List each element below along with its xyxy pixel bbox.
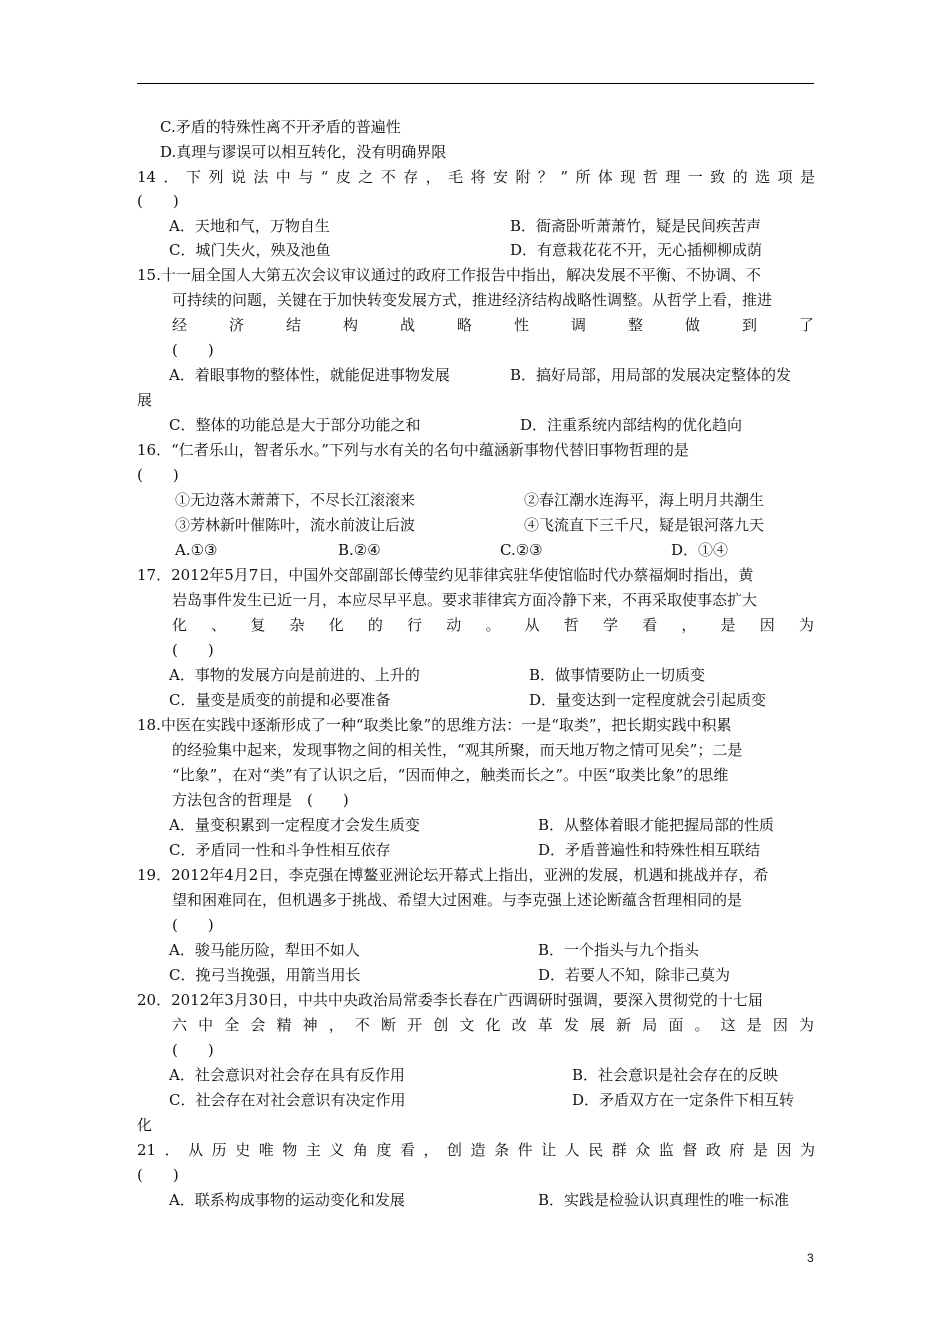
text-line: 化 bbox=[137, 1116, 153, 1134]
text-line: C．量变是质变的前提和必要准备 bbox=[169, 691, 391, 709]
text-line: ( ) bbox=[137, 1166, 179, 1184]
text-line: “比象”，在对“类”有了认识之后，“因而伸之，触类而长之”。中医“取类比象”的思维 bbox=[172, 766, 729, 784]
text-line: 可持续的问题，关键在于加快转变发展方式，推进经济结构战略性调整。从哲学上看，推进 bbox=[172, 291, 773, 309]
text-line: A．联系构成事物的运动变化和发展 bbox=[169, 1191, 405, 1209]
text-line: B．实践是检验认识真理性的唯一标准 bbox=[538, 1191, 790, 1209]
text-line: ( ) bbox=[137, 192, 179, 210]
text-line: 15.十一届全国人大第五次会议审议通过的政府工作报告中指出，解决发展不平衡、不协调、不 bbox=[137, 266, 761, 284]
text-line: C．城门失火，殃及池鱼 bbox=[169, 241, 331, 259]
text-line: ( ) bbox=[172, 641, 214, 659]
text-line: 方法包含的哲理是 ( ) bbox=[172, 791, 349, 809]
text-line: D．矛盾普遍性和特殊性相互联结 bbox=[538, 841, 761, 859]
text-line: 17．2012年5月7日，中国外交部副部长傅莹约见菲律宾驻华使馆临时代办蔡福炯时指出，黄 bbox=[137, 566, 754, 584]
text-line: 20．2012年3月30日，中共中央政治局常委李长春在广西调研时强调，要深入贯彻党的十七届 bbox=[137, 991, 763, 1009]
text-line: B．搞好局部，用局部的发展决定整体的发 bbox=[510, 366, 792, 384]
text-line: D．注重系统内部结构的优化趋向 bbox=[520, 416, 743, 434]
text-line: D．矛盾双方在一定条件下相互转 bbox=[572, 1091, 795, 1109]
text-line: 19．2012年4月2日，李克强在博鳌亚洲论坛开幕式上指出，亚洲的发展，机遇和挑战并存，希 bbox=[137, 866, 769, 884]
text-line: D．量变达到一定程度就会引起质变 bbox=[529, 691, 767, 709]
text-line: 14．下列说法中与“皮之不存，毛将安附？”所体现哲理一致的选项是 bbox=[137, 168, 815, 186]
text-line: C.矛盾的特殊性离不开矛盾的普遍性 bbox=[160, 118, 401, 136]
text-line: B．做事情要防止一切质变 bbox=[529, 666, 706, 684]
text-line: C．整体的功能总是大于部分功能之和 bbox=[169, 416, 421, 434]
text-line: 的经验集中起来，发现事物之间的相关性，“观其所聚，而天地万物之情可见矣”；二是 bbox=[172, 741, 743, 759]
text-line: C．矛盾同一性和斗争性相互依存 bbox=[169, 841, 391, 859]
header-rule bbox=[137, 83, 814, 84]
text-line: D．若要人不知，除非己莫为 bbox=[538, 966, 731, 984]
text-line: B．衙斋卧听萧萧竹，疑是民间疾苦声 bbox=[510, 217, 762, 235]
text-line: A．社会意识对社会存在具有反作用 bbox=[169, 1066, 405, 1084]
text-line: B．社会意识是社会存在的反映 bbox=[572, 1066, 779, 1084]
text-line: 21．从历史唯物主义角度看，创造条件让人民群众监督政府是因为 bbox=[137, 1141, 815, 1159]
text-line: 18.中医在实践中逐渐形成了一种“取类比象”的思维方法：一是“取类”，把长期实践中积累 bbox=[137, 716, 732, 734]
text-line: 望和困难同在，但机遇多于挑战、希望大过困难。与李克强上述论断蕴含哲理相同的是 bbox=[172, 891, 743, 909]
text-line: A．量变积累到一定程度才会发生质变 bbox=[169, 816, 420, 834]
text-line: ( ) bbox=[172, 341, 214, 359]
text-line: A．骏马能历险，犁田不如人 bbox=[169, 941, 360, 959]
text-line: D.真理与谬误可以相互转化，没有明确界限 bbox=[160, 143, 447, 161]
text-line: ( ) bbox=[172, 1041, 214, 1059]
text-line: 经济结构战略性调整做到了 bbox=[172, 316, 814, 334]
text-line: 化、复杂化的行动。从哲学看，是因为 bbox=[172, 616, 814, 634]
page-number: 3 bbox=[807, 1251, 814, 1265]
text-line: A．天地和气，万物自生 bbox=[169, 217, 330, 235]
text-line: C．社会存在对社会意识有决定作用 bbox=[169, 1091, 406, 1109]
text-line: A．事物的发展方向是前进的、上升的 bbox=[169, 666, 420, 684]
text-line: 16．“仁者乐山，智者乐水。”下列与水有关的名句中蕴涵新事物代替旧事物哲理的是 bbox=[137, 441, 689, 459]
text-line: C．挽弓当挽强，用箭当用长 bbox=[169, 966, 361, 984]
text-line: 展 bbox=[137, 391, 153, 409]
text-line: ①无边落木萧萧下，不尽长江滚滚来 bbox=[175, 491, 416, 509]
text-line: B．一个指头与九个指头 bbox=[538, 941, 700, 959]
text-line: ( ) bbox=[172, 916, 214, 934]
text-line: C.②③ bbox=[500, 541, 543, 559]
text-line: ②春江潮水连海平，海上明月共潮生 bbox=[524, 491, 765, 509]
text-line: ③芳林新叶催陈叶，流水前波让后波 bbox=[175, 516, 416, 534]
text-line: A．着眼事物的整体性，就能促进事物发展 bbox=[169, 366, 450, 384]
text-line: ④飞流直下三千尺，疑是银河落九天 bbox=[524, 516, 765, 534]
text-line: B．从整体着眼才能把握局部的性质 bbox=[538, 816, 775, 834]
text-line: B.②④ bbox=[338, 541, 381, 559]
text-line: A.①③ bbox=[175, 541, 218, 559]
text-line: 六中全会精神，不断开创文化改革发展新局面。这是因为 bbox=[172, 1016, 814, 1034]
text-line: D．①④ bbox=[671, 541, 729, 559]
text-line: D．有意栽花花不开，无心插柳柳成荫 bbox=[510, 241, 763, 259]
text-line: 岩岛事件发生已近一月，本应尽早平息。要求菲律宾方面冷静下来，不再采取使事态扩大 bbox=[172, 591, 758, 609]
text-line: ( ) bbox=[137, 466, 179, 484]
